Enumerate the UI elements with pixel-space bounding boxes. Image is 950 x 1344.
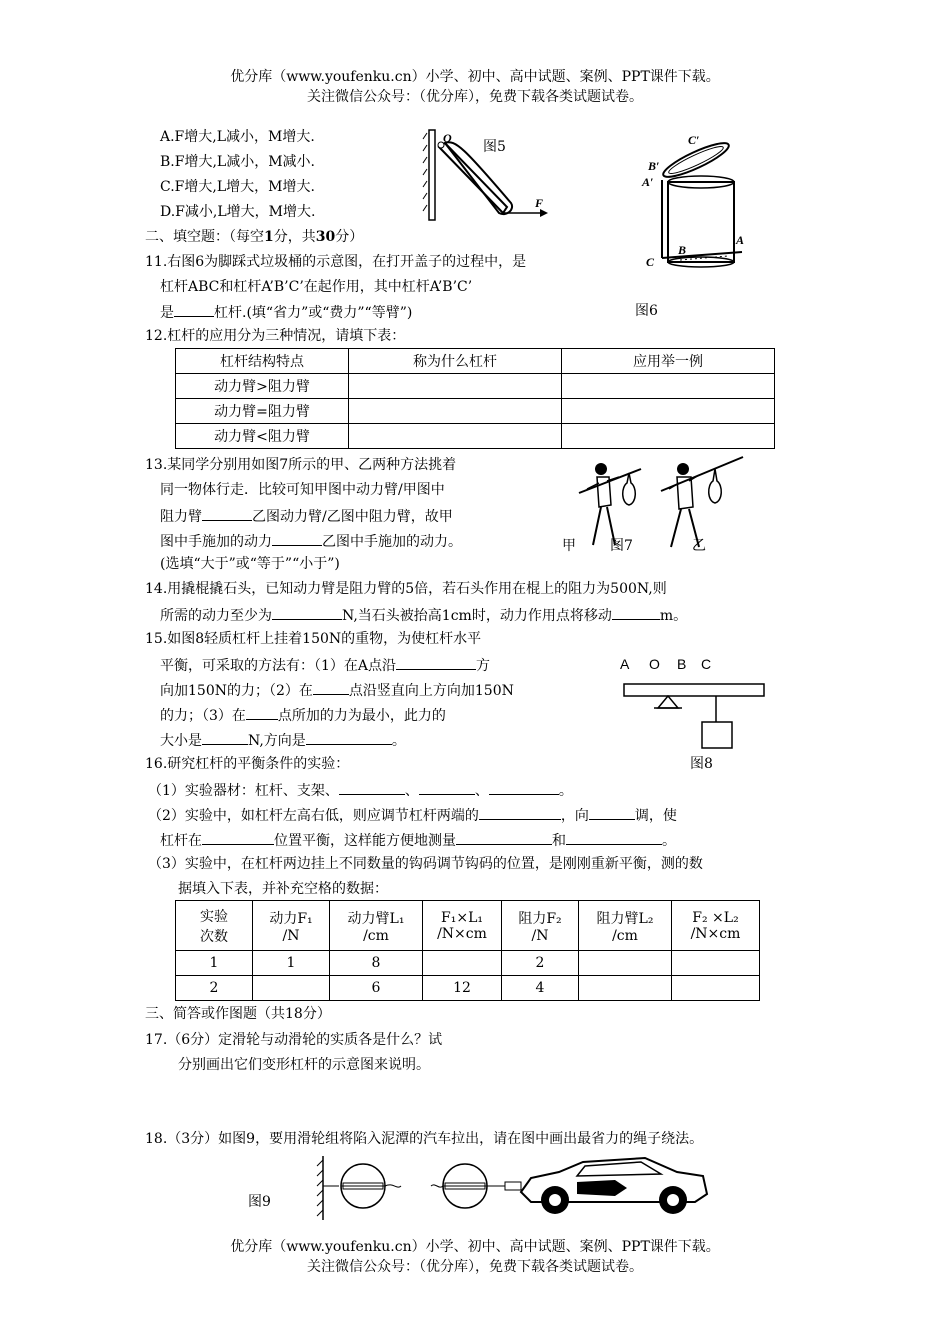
q15-blank-5[interactable]: [306, 730, 392, 745]
q16-part-2-line-1: （2）实验中，如杠杆左高右低，则应调节杠杆两端的 ，向 调，使: [148, 805, 677, 825]
q15-line-1: 15.如图8轻质杠杆上挂着150N的重物，为使杠杆水平: [145, 631, 482, 647]
q16-part-2-line-2: 杠杆在 位置平衡，这样能方便地测量 和 。: [160, 830, 676, 850]
fig6-label-b-prime: B′: [648, 159, 660, 173]
q12-cell[interactable]: [349, 424, 562, 449]
q15-blank-4[interactable]: [202, 730, 248, 745]
q16-part-3-line-2: 据填入下表，并补充空格的数据：: [178, 881, 388, 897]
header-line-1: 优分库（www.youfenku.cn）小学、初中、高中试题、案例、PPT课件下载。: [230, 69, 720, 85]
fig7-caption: 图7: [610, 538, 633, 554]
q11-blank[interactable]: [174, 302, 214, 317]
q14-blank-2[interactable]: [612, 605, 660, 620]
q13-line-5: (选填“大于”或“等于”“小于”): [160, 556, 340, 572]
section-2-title: 二、填空题：（每空1分，共30分）: [145, 229, 364, 245]
q16-title: 16.研究杠杆的平衡条件的实验：: [145, 756, 350, 772]
fig6-label-a: A: [736, 233, 745, 247]
table-row: 2 6 12 4: [176, 976, 760, 1001]
figure-6: [640, 128, 760, 288]
q12-table: [175, 348, 775, 449]
q12-cell[interactable]: [562, 399, 775, 424]
fig6-label-a-prime: A′: [642, 175, 654, 189]
q15-line-2: 平衡，可采取的方法有：（1）在A点沿 方: [160, 655, 490, 675]
q12-header-2: 称为什么杠杆: [349, 349, 562, 374]
q15-blank-1[interactable]: [396, 655, 476, 670]
q16-blank-4[interactable]: [479, 805, 561, 820]
q16-part-1: （1）实验器材：杠杆、支架、 、 、 。: [148, 780, 573, 800]
table-row: 1 1 8 2: [176, 951, 760, 976]
q13-line-1: 13.某同学分别用如图7所示的甲、乙两种方法挑着: [145, 457, 457, 473]
q13-blank-2[interactable]: [272, 531, 322, 546]
q16-blank-3[interactable]: [489, 780, 559, 795]
q16-blank-5[interactable]: [589, 805, 635, 820]
q14-blank-1[interactable]: [272, 605, 342, 620]
q11-line-2: 杠杆ABC和杠杆A’B’C’在起作用，其中杠杆A’B’C’: [160, 279, 473, 295]
footer-line-1: 优分库（www.youfenku.cn）小学、初中、高中试题、案例、PPT课件下载。: [230, 1239, 720, 1255]
fig6-label-c-prime: C′: [688, 133, 700, 147]
fig6-caption: 图6: [635, 303, 658, 319]
q11-line-1: 11.右图6为脚踩式垃圾桶的示意图，在打开盖子的过程中，是: [145, 254, 527, 270]
footer-line-2: 关注微信公众号：（优分库），免费下载各类试题试卷。: [307, 1259, 643, 1275]
q12-row-2-label: 动力臂=阻力臂: [176, 399, 349, 424]
q16-blank-1[interactable]: [339, 780, 405, 795]
q14-line-1: 14.用撬棍撬石头，已知动力臂是阻力臂的5倍，若石头作用在棍上的阻力为500N,则: [145, 581, 667, 597]
q12-cell[interactable]: [562, 374, 775, 399]
q12-header-3: 应用举一例: [562, 349, 775, 374]
fig5-caption: 图5: [483, 139, 506, 155]
q12-cell[interactable]: [349, 399, 562, 424]
fig8-label-b: B: [677, 656, 687, 672]
section-3-title: 三、简答或作图题（共18分）: [145, 1006, 331, 1022]
q12-header-1: 杠杆结构特点: [176, 349, 349, 374]
q18-line-1: 18.（3分）如图9，要用滑轮组将陷入泥潭的汽车拉出，请在图中画出最省力的绳子绕法。: [145, 1131, 704, 1147]
q17-line-2: 分别画出它们变形杠杆的示意图来说明。: [178, 1057, 430, 1073]
q10-option-a: A.F增大,L减小，M增大.: [160, 129, 315, 145]
q16-part-3-line-1: （3）实验中，在杠杆两边挂上不同数量的钩码调节钩码的位置，是刚刚重新平衡，测的数: [148, 856, 703, 872]
q13-blank-1[interactable]: [202, 506, 252, 521]
q11-line-3: 是 杠杆.(填“省力”或“费力”“等臂”): [160, 302, 412, 322]
q15-line-5: 大小是 N,方向是 。: [160, 730, 406, 750]
q16-blank-8[interactable]: [566, 830, 662, 845]
figure-8: [620, 680, 770, 752]
q15-blank-2[interactable]: [313, 680, 349, 695]
fig9-caption: 图9: [248, 1194, 271, 1210]
fig7-label-yi: 乙: [692, 538, 706, 554]
q12-cell[interactable]: [349, 374, 562, 399]
q16-table: 实验 次数 动力F₁ /N 动力臂L₁ /cm F₁×L₁ /N×cm 阻力F₂ /N 阻力臂L₂ /cm F₂ ×L₂ /N×cm 1 1 8 2 2 6 12 4: [175, 900, 760, 1001]
fig8-caption: 图8: [690, 756, 713, 772]
q12-title: 12.杠杆的应用分为三种情况，请填下表：: [145, 328, 406, 344]
q13-line-2: 同一物体行走．比较可知甲图中动力臂/甲图中: [160, 482, 445, 498]
q17-line-1: 17.（6分）定滑轮与动滑轮的实质各是什么？试: [145, 1032, 443, 1048]
q13-line-4: 图中手施加的动力 乙图中手施加的动力。: [160, 531, 462, 551]
fig5-label-o: O: [443, 131, 452, 145]
q16-blank-7[interactable]: [456, 830, 552, 845]
q14-line-2: 所需的动力至少为 N,当石头被抬高1cm时，动力作用点将移动 m。: [160, 605, 687, 625]
fig7-label-jia: 甲: [562, 538, 576, 554]
q12-row-3-label: 动力臂<阻力臂: [176, 424, 349, 449]
q16-blank-6[interactable]: [202, 830, 274, 845]
q15-line-3: 向加150N的力；（2）在 点沿竖直向上方向加150N: [160, 680, 514, 700]
q12-cell[interactable]: [562, 424, 775, 449]
header-line-2: 关注微信公众号：（优分库），免费下载各类试题试卷。: [307, 89, 643, 105]
fig8-label-a: A: [620, 656, 630, 672]
q15-blank-3[interactable]: [246, 705, 278, 720]
q13-line-3: 阻力臂 乙图动力臂/乙图中阻力臂，故甲: [160, 506, 453, 526]
q15-line-4: 的力；（3）在 点所加的力为最小，此力的: [160, 705, 446, 725]
q10-option-c: C.F增大,L增大，M增大.: [160, 179, 315, 195]
fig6-label-c: C: [646, 255, 655, 269]
fig8-label-o: O: [649, 656, 660, 672]
q10-option-b: B.F增大,L减小，M减小.: [160, 154, 315, 170]
figure-9: [315, 1152, 715, 1224]
q12-row-1-label: 动力臂>阻力臂: [176, 374, 349, 399]
fig5-label-f: F: [535, 196, 544, 210]
fig6-label-b: B: [678, 243, 687, 257]
fig8-label-c: C: [701, 656, 712, 672]
q16-blank-2[interactable]: [419, 780, 475, 795]
q10-option-d: D.F减小,L增大，M增大.: [160, 204, 316, 220]
figure-7: [575, 455, 750, 555]
